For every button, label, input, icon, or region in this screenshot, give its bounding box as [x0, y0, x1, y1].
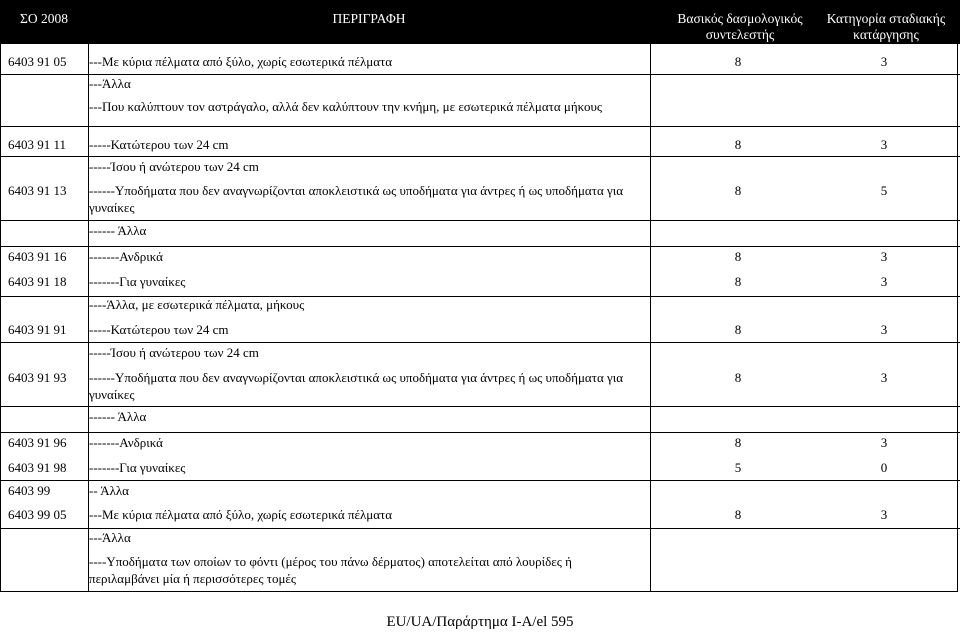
- description-line: ---Που καλύπτουν τον αστράγαλο, αλλά δεν καλύπτουν την κνήμη, με εσωτερικά πέλματα μήκους: [89, 99, 603, 114]
- header-base-rate: Βασικός δασμολογικός συντελεστής: [677, 11, 803, 42]
- row-divider: [0, 246, 960, 247]
- cn-code: 6403 91 13: [8, 183, 67, 198]
- header-cn-code: ΣΟ 2008: [20, 11, 68, 26]
- description-line: -----Κατώτερου των 24 cm: [89, 322, 229, 337]
- description-line: γυναίκες: [89, 200, 135, 215]
- row-divider: [0, 406, 960, 407]
- row-divider: [0, 432, 960, 433]
- base-rate: 8: [734, 137, 742, 152]
- description-line: -------Για γυναίκες: [89, 274, 186, 289]
- description-line: -----Κατώτερου των 24 cm: [89, 137, 229, 152]
- description: [89, 273, 649, 290]
- table-header: [0, 0, 960, 44]
- page-footer: EU/UA/Παράρτημα I-A/el 595: [386, 614, 574, 630]
- description: [89, 369, 649, 403]
- cn-code: 6403 91 05: [8, 54, 67, 69]
- cn-code: 6403 99 05: [8, 507, 67, 522]
- staging-category: 3: [880, 370, 888, 385]
- description: [89, 75, 649, 92]
- description: [89, 248, 649, 265]
- staging-category: 3: [880, 274, 888, 289]
- base-rate: 8: [734, 249, 742, 264]
- description-line: ---Άλλα: [89, 76, 131, 91]
- description-line: ---Με κύρια πέλματα από ξύλο, χωρίς εσωτερικά πέλματα: [89, 507, 393, 522]
- staging-category: 3: [880, 435, 888, 450]
- row-divider: [0, 126, 960, 127]
- description: [89, 182, 649, 216]
- staging-category: 3: [880, 54, 888, 69]
- description-line: ---Με κύρια πέλματα από ξύλο, χωρίς εσωτερικά πέλματα: [89, 54, 393, 69]
- row-divider: [0, 220, 960, 221]
- cn-code: 6403 99: [8, 483, 51, 498]
- description: [89, 296, 649, 313]
- base-rate: 8: [734, 435, 742, 450]
- description-line: ------ Άλλα: [89, 409, 147, 424]
- description: [89, 53, 649, 70]
- cn-code: 6403 91 98: [8, 460, 67, 475]
- description-line: ------ Άλλα: [89, 223, 147, 238]
- staging-category: 5: [880, 183, 888, 198]
- description: [89, 321, 649, 338]
- description-line: γυναίκες: [89, 387, 135, 402]
- description-line: ------Υποδήματα που δεν αναγνωρίζονται αποκλειστικά ως υποδήματα για άντρες ή ως υποδήματα για: [89, 183, 624, 198]
- base-rate: 8: [734, 370, 742, 385]
- base-rate: 8: [734, 507, 742, 522]
- description-line: ----Άλλα, με εσωτερικά πέλματα, μήκους: [89, 297, 305, 312]
- description-line: -------Ανδρικά: [89, 435, 163, 450]
- description-line: περιλαμβάνει μία ή περισσότερες τομές: [89, 571, 297, 586]
- cn-code: 6403 91 18: [8, 274, 67, 289]
- description: [89, 344, 649, 361]
- description: [89, 434, 649, 451]
- header-staging-category: Κατηγορία σταδιακής κατάργησης: [826, 11, 946, 42]
- base-rate: 8: [734, 183, 742, 198]
- description-line: -------Ανδρικά: [89, 249, 163, 264]
- row-divider: [0, 156, 960, 157]
- description: [89, 98, 649, 115]
- description: [89, 506, 649, 523]
- base-rate: 8: [734, 322, 742, 337]
- cn-code: 6403 91 96: [8, 435, 67, 450]
- description: [89, 136, 649, 153]
- row-divider: [0, 342, 960, 343]
- description-line: ------Υποδήματα που δεν αναγνωρίζονται αποκλειστικά ως υποδήματα για άντρες ή ως υποδήματα για: [89, 370, 624, 385]
- staging-category: 3: [880, 249, 888, 264]
- row-divider: [0, 480, 960, 481]
- staging-category: 0: [880, 460, 888, 475]
- description: [89, 553, 649, 587]
- description-line: -----Ίσου ή ανώτερου των 24 cm: [89, 159, 259, 174]
- description: [89, 529, 649, 546]
- description: [89, 408, 649, 425]
- base-rate: 5: [734, 460, 742, 475]
- staging-category: 3: [880, 322, 888, 337]
- staging-category: 3: [880, 137, 888, 152]
- base-rate: 8: [734, 54, 742, 69]
- staging-category: 3: [880, 507, 888, 522]
- description: [89, 459, 649, 476]
- base-rate: 8: [734, 274, 742, 289]
- cn-code: 6403 91 91: [8, 322, 67, 337]
- cn-code: 6403 91 16: [8, 249, 67, 264]
- description: [89, 482, 649, 499]
- description-line: -------Για γυναίκες: [89, 460, 186, 475]
- description-line: -- Άλλα: [89, 483, 129, 498]
- description-line: ----Υποδήματα των οποίων το φόντι (μέρος του πάνω δέρματος) αποτελείται από λουρίδες ή: [89, 554, 572, 569]
- description-line: ---Άλλα: [89, 530, 131, 545]
- description-line: -----Ίσου ή ανώτερου των 24 cm: [89, 345, 259, 360]
- description: [89, 158, 649, 175]
- header-description: ΠΕΡΙΓΡΑΦΗ: [332, 11, 406, 26]
- cn-code: 6403 91 93: [8, 370, 67, 385]
- cn-code: 6403 91 11: [8, 137, 67, 152]
- description: [89, 222, 649, 239]
